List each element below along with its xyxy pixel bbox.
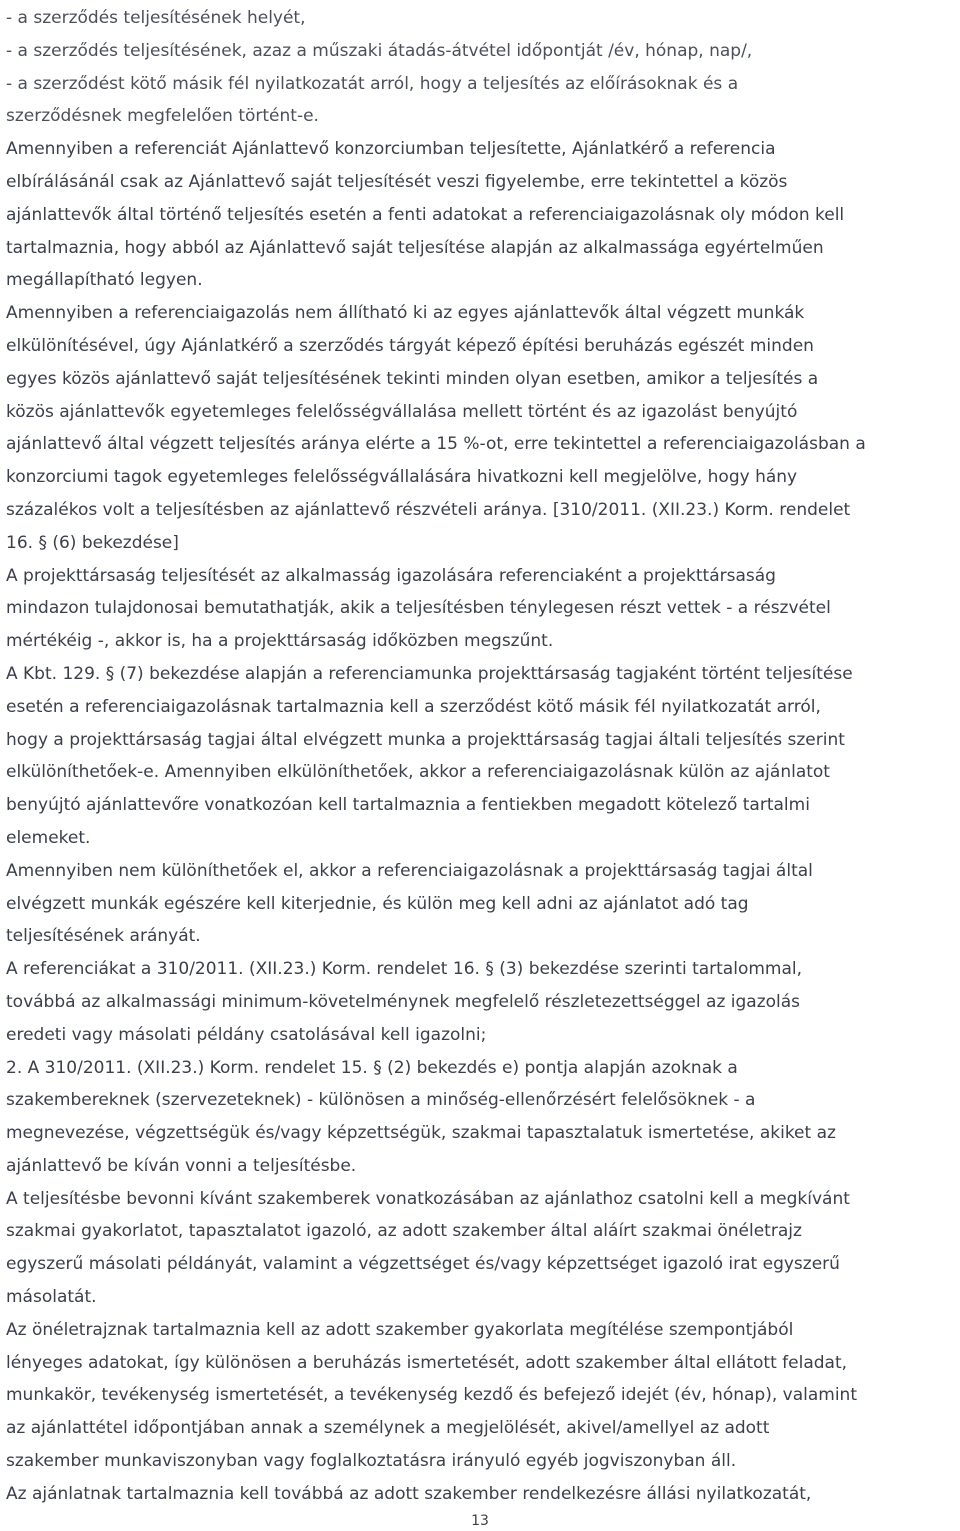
text-line: szakember munkaviszonyban vagy foglalkoztatásra irányuló egyéb jogviszonyban áll. [6,1451,737,1472]
text-line: A referenciákat a 310/2011. (XII.23.) Korm. rendelet 16. § (3) bekezdése szerinti tartalommal, [6,959,803,980]
text-line: százalékos volt a teljesítésben az ajánlattevő részvételi aránya. [310/2011. (XII.23.) Korm. rendelet [6,499,851,520]
text-line: - a szerződés teljesítésének, azaz a műszaki átadás-átvétel időpontját /év, hónap, nap/, [6,40,753,61]
text-line: mindazon tulajdonosai bemutathatják, akik a teljesítésben ténylegesen részt vettek - a részvétel [6,598,831,619]
text-line: elemeket. [6,827,91,848]
text-line: szerződésnek megfelelően történt-e. [6,106,319,127]
text-line: teljesítésének arányát. [6,926,201,947]
text-line: Amennyiben a referenciaigazolás nem állítható ki az egyes ajánlattevők által végzett munkák [6,303,805,324]
text-line: egyes közös ajánlattevő saját teljesítésének tekinti minden olyan esetben, amikor a teljesítés a [6,368,819,389]
text-line: tartalmaznia, hogy abból az Ajánlattevő saját teljesítése alapján az alkalmassága egyértelműen [6,237,824,258]
text-line: elvégzett munkák egészére kell kiterjednie, és külön meg kell adni az ajánlatot adó tag [6,893,749,914]
document-body [6,2,954,1511]
text-line: egyszerű másolati példányát, valamint a végzettséget és/vagy képzettséget igazoló irat egyszerű [6,1254,840,1275]
text-line: megnevezése, végzettségük és/vagy képzettségük, szakmai tapasztalatuk ismertetése, akiket az [6,1123,836,1144]
text-line: Amennyiben nem különíthetőek el, akkor a referenciaigazolásnak a projekttársaság tagjai által [6,860,813,881]
text-line: Amennyiben a referenciát Ajánlattevő konzorciumban teljesítette, Ajánlatkérő a referencia [6,139,776,160]
text-line: 2. A 310/2011. (XII.23.) Korm. rendelet 15. § (2) bekezdés e) pontja alapján azoknak a [6,1057,738,1078]
text-line: mértékéig -, akkor is, ha a projekttársaság időközben megszűnt. [6,631,554,652]
text-line: konzorciumi tagok egyetemleges felelősségvállalására hivatkozni kell megjelölve, hogy hány [6,467,798,488]
text-line: munkakör, tevékenység ismertetését, a tevékenység kezdő és befejező idejét (év, hónap), valamint [6,1385,857,1406]
text-line: hogy a projekttársaság tagjai által elvégzett munka a projekttársaság tagjai általi teljesítés szerint [6,729,845,750]
text-line: másolatát. [6,1287,97,1308]
text-line: lényeges adatokat, így különösen a beruházás ismertetését, adott szakember által ellátott feladat, [6,1352,848,1373]
text-line: elkülöníthetőek-e. Amennyiben elkülöníthetőek, akkor a referenciaigazolásnak külön az ajánlatot [6,762,830,783]
text-line: 16. § (6) bekezdése] [6,532,179,553]
text-line: szakmai gyakorlatot, tapasztalatot igazoló, az adott szakember által aláírt szakmai önéletrajz [6,1221,802,1242]
text-line: ajánlattevő be kíván vonni a teljesítésbe. [6,1155,357,1176]
text-line: elbírálásánál csak az Ajánlattevő saját teljesítését veszi figyelembe, erre tekintettel a közös [6,171,788,192]
text-line: - a szerződést kötő másik fél nyilatkozatát arról, hogy a teljesítés az előírásoknak és a [6,73,739,94]
page-number: 13 [471,1513,489,1529]
text-line: közös ajánlattevők egyetemleges felelősségvállalása mellett történt és az igazolást benyújtó [6,401,798,422]
text-line: elkülönítésével, úgy Ajánlatkérő a szerződés tárgyát képező építési beruházás egészét minden [6,335,814,356]
text-line: Az ajánlatnak tartalmaznia kell továbbá az adott szakember rendelkezésre állási nyilatkozatát, [6,1483,812,1504]
text-line: Az önéletrajznak tartalmaznia kell az adott szakember gyakorlata megítélése szempontjából [6,1319,794,1340]
text-line: A teljesítésbe bevonni kívánt szakemberek vonatkozásában az ajánlathoz csatolni kell a megkívánt [6,1188,850,1209]
text-line: megállapítható legyen. [6,270,203,291]
text-line: esetén a referenciaigazolásnak tartalmaznia kell a szerződést kötő másik fél nyilatkozatát arról, [6,696,821,717]
text-line: - a szerződés teljesítésének helyét, [6,8,306,28]
text-line: benyújtó ajánlattevőre vonatkozóan kell tartalmaznia a fentiekben megadott kötelező tartalmi [6,795,810,816]
text-line: A Kbt. 129. § (7) bekezdése alapján a referenciamunka projekttársaság tagjaként történt teljesítése [6,663,853,684]
text-line: továbbá az alkalmassági minimum-követelménynek megfelelő részletezettséggel az igazolás [6,991,801,1012]
text-line: ajánlattevő által végzett teljesítés aránya elérte a 15 %-ot, erre tekintettel a referenciaigazolásban a [6,434,866,455]
text-line: szakembereknek (szervezeteknek) - különösen a minőség-ellenőrzésért felelősöknek - a [6,1090,756,1111]
text-line: az ajánlattétel időpontjában annak a személynek a megjelölését, akivel/amellyel az adott [6,1418,770,1439]
text-line: ajánlattevők által történő teljesítés esetén a fenti adatokat a referenciaigazolásnak oly módon kell [6,204,845,225]
text-line: eredeti vagy másolati példány csatolásával kell igazolni; [6,1024,487,1045]
text-line: A projekttársaság teljesítését az alkalmasság igazolására referenciaként a projekttársaság [6,565,776,586]
